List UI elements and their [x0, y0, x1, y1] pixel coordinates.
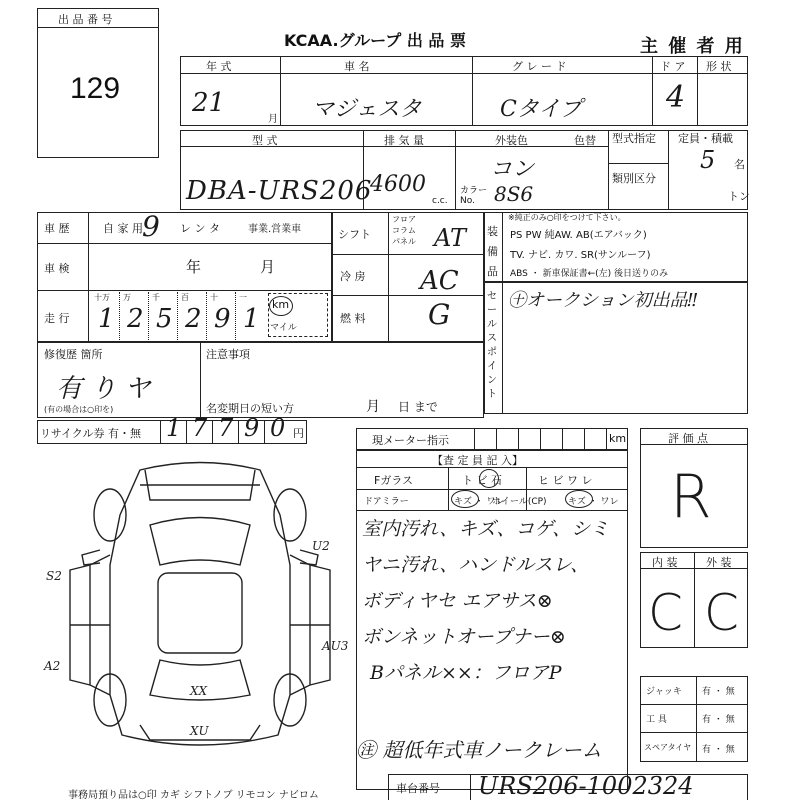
color-label: 外装色 [495, 134, 528, 147]
notes-month-unit: 月 [366, 399, 380, 415]
chassis-value: URS206-1002324 [478, 772, 694, 800]
cc-unit: c.c. [432, 196, 448, 206]
body-label: 形 状 [706, 60, 732, 73]
mile-label: マイル [270, 323, 297, 333]
damage-mark: S2 [46, 569, 62, 583]
month-unit: 月 [268, 114, 278, 125]
grade-value: Cタイプ [500, 97, 582, 122]
repair-note: (有の場合は○印を) [44, 405, 114, 414]
ac-label: 冷 房 [340, 270, 366, 283]
recycle-digit: 1 [166, 414, 182, 442]
shift-label: シフト [338, 228, 371, 241]
mileage-digit: 9 [214, 304, 231, 334]
equipment-instruction: ※純正のみ○印をつけて下さい。 [508, 213, 626, 222]
displacement-value: 4600 [370, 172, 426, 197]
recycle-digit: 7 [192, 414, 208, 442]
mileage-digit-label: 十 [210, 293, 218, 302]
grade-label: グ レ ー ド [512, 60, 567, 73]
type-designation-label: 型式指定 [612, 132, 656, 145]
tools-option: 有 ・ 無 [702, 715, 735, 725]
rating-value: R [670, 462, 712, 532]
rating-label: 評 価 点 [668, 432, 708, 445]
car-windshield [150, 518, 250, 566]
damage-mark: XX [190, 684, 208, 698]
recycle-digit: 9 [244, 414, 260, 442]
mirror-options: キズ ・ ワレ [454, 497, 505, 507]
damage-mark: XU [190, 724, 209, 738]
interior-label: 内 装 [652, 556, 678, 569]
inspection-comment: 室内汚れ、キズ、コゲ、シミ [362, 518, 610, 540]
own-use-mark: 9 [142, 210, 160, 243]
inspection-comment: ボンネットオープナー⊗ [362, 626, 566, 648]
wheel-scratch-circle [565, 490, 593, 508]
notes-label: 注意事項 [206, 348, 250, 361]
shaken-month-unit: 月 [260, 258, 276, 276]
km-label: km [272, 298, 290, 311]
mileage-digit: 2 [127, 304, 144, 334]
shift-options: フロア コラム パネル [392, 215, 416, 246]
equipment-vertical-label: 装備品 [487, 225, 498, 278]
exterior-value: C [704, 584, 739, 642]
jack-option: 有 ・ 無 [702, 687, 735, 697]
shaken-year-unit: 年 [186, 258, 202, 276]
meter-label: 現メーター指示 [372, 434, 449, 447]
tools-label: 工 具 [646, 715, 667, 725]
mileage-digit-label: 一 [239, 293, 247, 302]
capacity-label: 定員・積載 [678, 132, 733, 145]
organizer-label: 主 催 者 用 [640, 36, 745, 57]
year-value: 21 [192, 88, 226, 118]
inspection-comment: ヤニ汚れ、ハンドルスレ、 [362, 554, 590, 576]
fuel-value: G [428, 298, 451, 331]
wheel-front-left [94, 489, 126, 541]
mileage-digit-label: 万 [123, 293, 131, 302]
car-body-outline [110, 463, 290, 746]
fuel-label: 燃 料 [340, 312, 366, 325]
own-use-label: 自 家 用 [103, 222, 143, 235]
lot-number-value: 129 [70, 72, 121, 105]
sales-point-text: ㊉オークション初出品‼ [508, 290, 698, 311]
doors-label: ド ア [660, 60, 686, 73]
rental-label: レ ン タ [180, 222, 220, 235]
mileage-label: 走 行 [44, 312, 70, 325]
chassis-label: 車台番号 [396, 782, 440, 795]
damage-mark: AU3 [322, 639, 349, 653]
color-no-value: 8S6 [494, 182, 534, 206]
damage-mark: U2 [312, 539, 330, 553]
jack-label: ジャッキ [646, 687, 682, 697]
displacement-label: 排 気 量 [384, 134, 424, 147]
interior-value: C [648, 584, 683, 642]
mileage-digit: 2 [185, 304, 202, 334]
tons-unit: トン [728, 190, 750, 203]
recycle-label: リサイクル券 有・無 [40, 427, 141, 440]
year-label: 年 式 [206, 60, 232, 73]
mileage-digit: 1 [243, 304, 260, 334]
model-label: 型 式 [252, 134, 278, 147]
meter-km: km [609, 432, 627, 445]
damage-mark: A2 [44, 659, 61, 673]
mileage-digit-label: 百 [181, 293, 189, 302]
shift-value: AT [434, 224, 467, 252]
equipment-line3: ABS ・ 新車保証書←(左) 後日送りのみ [510, 269, 669, 279]
form-title: KCAA.グループ 出 品 票 [284, 31, 466, 50]
shaken-label: 車 検 [44, 262, 70, 275]
crack-label: ヒ ビ ワ レ [538, 474, 593, 487]
chip-label: ト ビ 石 [462, 474, 502, 487]
mileage-digit: 1 [98, 304, 115, 334]
wheel-front-right [274, 489, 306, 541]
doors-value: 4 [666, 80, 686, 115]
mileage-digit: 5 [156, 304, 173, 334]
name-value: マジェスタ [312, 97, 422, 122]
car-diagram [40, 455, 360, 755]
color-no-label: カラー No. [460, 186, 488, 206]
recycle-yen: 円 [293, 427, 304, 440]
car-roof [158, 573, 242, 653]
capacity-value: 5 [700, 146, 716, 174]
recycle-digit: 0 [270, 414, 286, 442]
exterior-label: 外 装 [706, 556, 732, 569]
business-label: 事業.営業車 [248, 224, 302, 235]
inspection-comment: Bパネル××：フロアP [370, 662, 562, 684]
ac-value: AC [420, 266, 459, 296]
spare-tire-label: スペアタイヤ [644, 743, 692, 752]
color-value: コン [490, 157, 535, 182]
model-value: DBA-URS206 [186, 176, 373, 206]
mirror-scratch-circle [451, 490, 479, 508]
repair-label: 修復歴 箇所 [44, 348, 103, 361]
history-label: 車 歴 [44, 222, 70, 235]
name-label: 車 名 [344, 60, 370, 73]
recycle-digit: 7 [218, 414, 234, 442]
inspection-header: 【査 定 員 記 入】 [432, 454, 523, 467]
equipment-line1: PS PW 純AW. AB(エアバック) [510, 230, 647, 241]
chip-circle [479, 469, 499, 488]
inspection-comment: ボディヤセ エアサス⊗ [362, 590, 553, 612]
f-glass-label: Fガラス [374, 474, 413, 487]
sales-point-vertical-label: セールスポイント [487, 291, 497, 400]
short-period-label: 名変期日の短い方 [206, 402, 294, 415]
door-mirror-label: ドアミラー [364, 497, 409, 507]
mileage-digit-label: 千 [152, 293, 160, 302]
notes-day-until: 日 まで [398, 400, 438, 414]
repair-value: 有 り ヤ [56, 374, 151, 404]
equipment-line2: TV. ナビ. カワ. SR(サンルーフ) [510, 250, 651, 261]
color-code-label: 色替 [574, 134, 596, 147]
inspection-bottom-note: ㊟ 超低年式車ノークレーム [356, 738, 602, 762]
wheel-label: ホイール(CP) [492, 497, 547, 507]
wheel-options: キズ ・ ワレ [568, 497, 619, 507]
persons-unit: 名 [734, 158, 745, 171]
class-label: 類別区分 [612, 172, 656, 185]
office-note: 事務局預り品は○印 カギ シフトノブ リモコン ナビロム [68, 790, 319, 801]
mileage-digit-label: 十万 [94, 293, 110, 302]
lot-number-label: 出 品 番 号 [58, 13, 113, 26]
spare-option: 有 ・ 無 [702, 745, 735, 755]
